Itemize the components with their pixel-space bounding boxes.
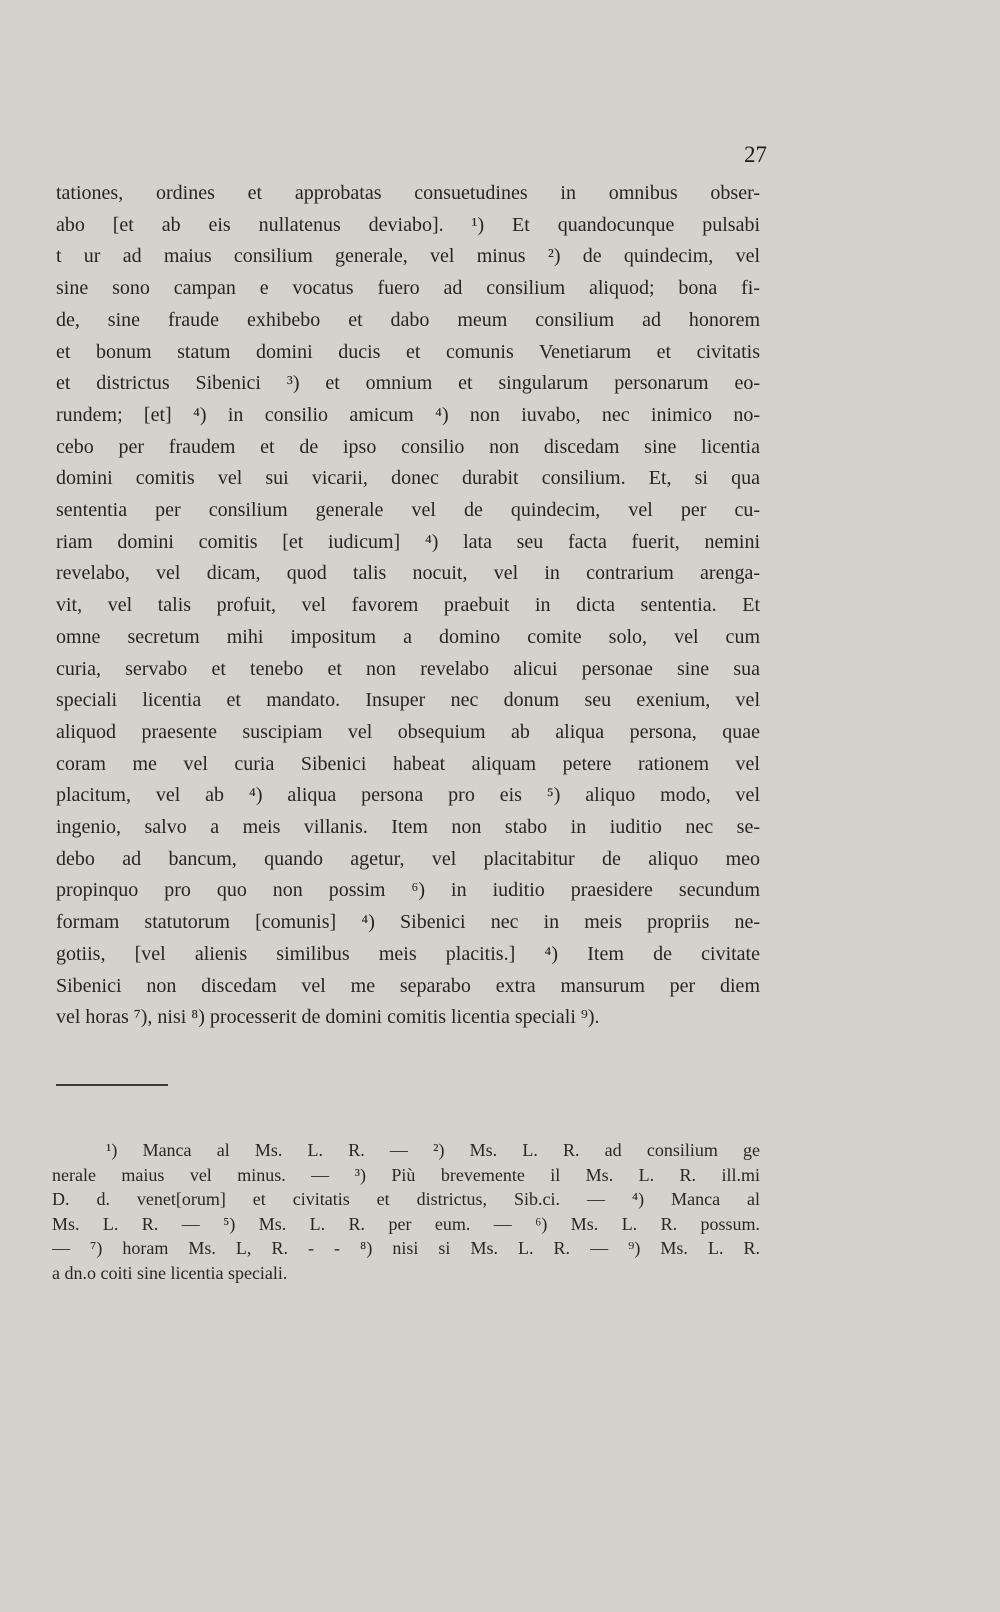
text-line: coram me vel curia Sibenici habeat aliquam petere rationem vel	[56, 752, 760, 775]
text-line: abo [et ab eis nullatenus deviabo]. ¹) Et quandocunque pulsabi	[56, 213, 760, 236]
body-text	[56, 178, 760, 1034]
text-line: et districtus Sibenici ³) et omnium et singularum personarum eo-	[56, 372, 760, 395]
footnotes	[52, 1138, 760, 1286]
text-line: riam domini comitis [et iudicum] ⁴) lata seu facta fuerit, nemini	[56, 530, 760, 553]
text-line: de, sine fraude exhibebo et dabo meum consilium ad honorem	[56, 308, 760, 331]
text-line: aliquod praesente suscipiam vel obsequium ab aliqua persona, quae	[56, 720, 760, 743]
text-line: revelabo, vel dicam, quod talis nocuit, vel in contrarium arenga-	[56, 562, 760, 585]
text-line: vit, vel talis profuit, vel favorem praebuit in dicta sententia. Et	[56, 594, 760, 617]
text-line: sententia per consilium generale vel de quindecim, vel per cu-	[56, 499, 760, 522]
text-line: tationes, ordines et approbatas consuetudines in omnibus obser-	[56, 182, 760, 204]
footnote-line: — ⁷) horam Ms. L, R. - - ⁸) nisi si Ms. L. R. — ⁹) Ms. L. R.	[52, 1238, 760, 1259]
page-number: 27	[744, 142, 767, 167]
text-line: speciali licentia et mandato. Insuper nec donum seu exenium, vel	[56, 689, 760, 712]
text-line: et bonum statum domini ducis et comunis Venetiarum et civitatis	[56, 340, 760, 363]
footnote-line: ¹) Manca al Ms. L. R. — ²) Ms. L. R. ad consilium ge	[106, 1140, 760, 1160]
text-line: domini comitis vel sui vicarii, donec durabit consilium. Et, si qua	[56, 467, 760, 490]
footnote-line: nerale maius vel minus. — ³) Più brevemente il Ms. L. R. ill.mi	[52, 1164, 760, 1185]
footnote-divider	[56, 1084, 168, 1086]
footnote-line: D. d. venet[orum] et civitatis et districtus, Sib.ci. — ⁴) Manca al	[52, 1189, 760, 1210]
text-line: debo ad bancum, quando agetur, vel placitabitur de aliquo meo	[56, 847, 760, 870]
text-line: propinquo pro quo non possim ⁶) in iuditio praesidere secundum	[56, 879, 760, 902]
text-line: curia, servabo et tenebo et non revelabo alicui personae sine sua	[56, 657, 760, 680]
text-line: t ur ad maius consilium generale, vel minus ²) de quindecim, vel	[56, 245, 760, 268]
footnote-line: a dn.o coiti sine licentia speciali.	[52, 1262, 288, 1283]
text-line: cebo per fraudem et de ipso consilio non discedam sine licentia	[56, 435, 760, 458]
text-line: placitum, vel ab ⁴) aliqua persona pro eis ⁵) aliquo modo, vel	[56, 784, 760, 807]
text-line: gotiis, [vel alienis similibus meis placitis.] ⁴) Item de civitate	[56, 942, 760, 965]
text-line: formam statutorum [comunis] ⁴) Sibenici nec in meis propriis ne-	[56, 911, 760, 934]
text-line: rundem; [et] ⁴) in consilio amicum ⁴) non iuvabo, nec inimico no-	[56, 403, 760, 426]
text-line: ingenio, salvo a meis villanis. Item non stabo in iuditio nec se-	[56, 816, 760, 839]
text-line: omne secretum mihi impositum a domino comite solo, vel cum	[56, 625, 760, 648]
text-line: sine sono campan e vocatus fuero ad consilium aliquod; bona fi-	[56, 277, 760, 300]
text-line: vel horas ⁷), nisi ⁸) processerit de domini comitis licentia speciali ⁹).	[56, 1006, 600, 1029]
text-line: Sibenici non discedam vel me separabo extra mansurum per diem	[56, 974, 760, 997]
footnote-line: Ms. L. R. — ⁵) Ms. L. R. per eum. — ⁶) Ms. L. R. possum.	[52, 1213, 760, 1234]
